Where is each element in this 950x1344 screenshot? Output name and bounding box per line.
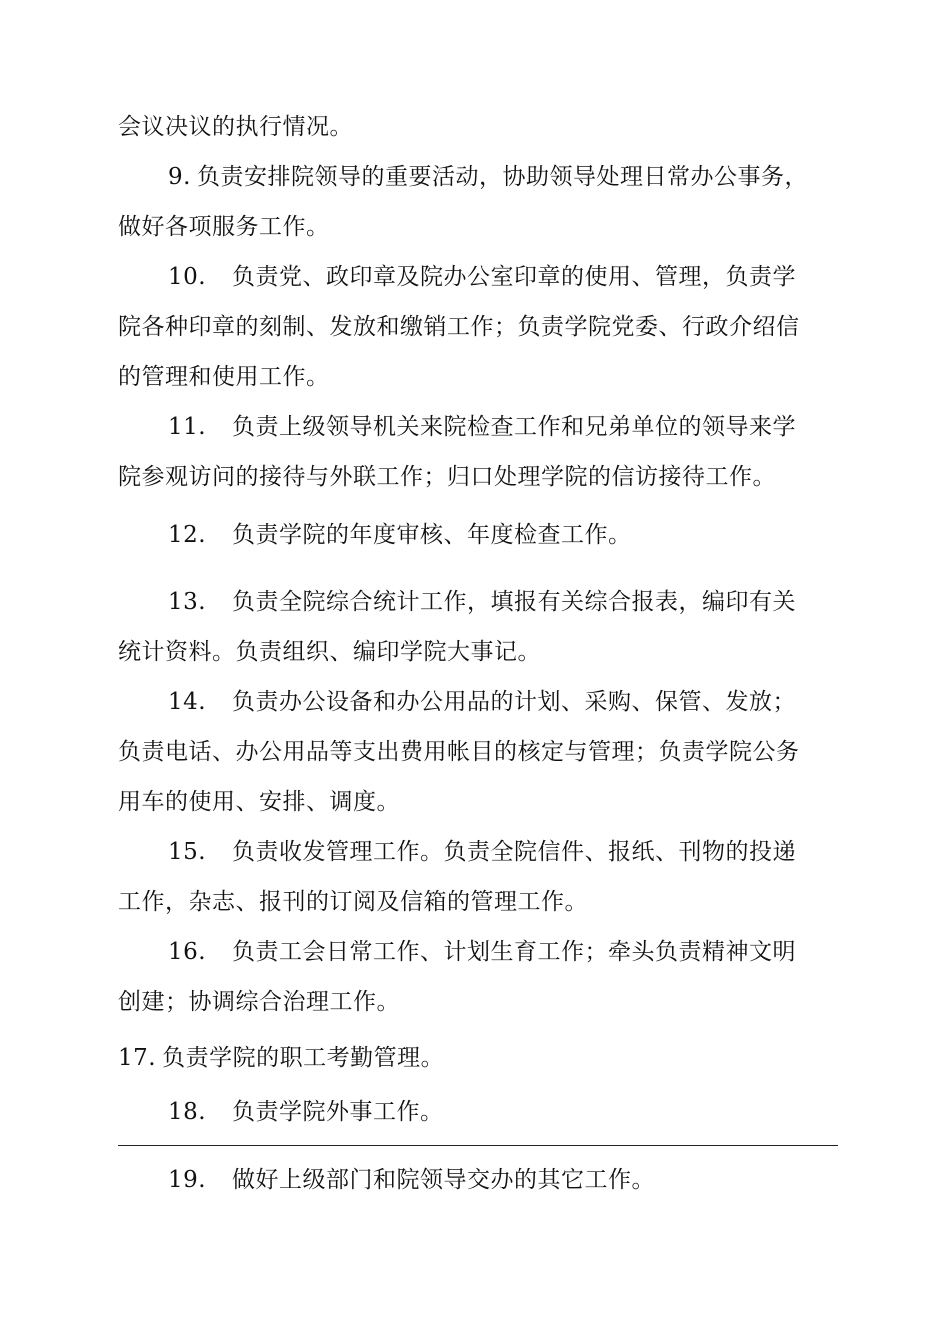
paragraph-line [118, 312, 838, 342]
line-text: 负责党、政印章及院办公室印章的使用、管理，负责学 [232, 264, 796, 290]
paragraph-line [168, 587, 838, 617]
item-number: 14. [168, 689, 207, 715]
line-text: 负责办公设备和办公用品的计划、采购、保管、发放； [232, 689, 796, 715]
line-text: 统计资料。负责组织、编印学院大事记。 [118, 639, 541, 665]
line-text: 院参观访问的接待与外联工作；归口处理学院的信访接待工作。 [118, 464, 776, 490]
paragraph-line [118, 637, 838, 667]
line-text: 负责学院的年度审核、年度检查工作。 [232, 522, 632, 548]
paragraph-line [118, 887, 838, 917]
paragraph-line [118, 1043, 838, 1073]
paragraph-line [168, 412, 838, 442]
line-text: 负责安排院领导的重要活动，协助领导处理日常办公事务， [196, 164, 808, 190]
line-text: 负责收发管理工作。负责全院信件、报纸、刊物的投递 [232, 839, 796, 865]
paragraph-line [118, 362, 838, 392]
item-number: 16. [168, 939, 207, 965]
item-number: 19. [168, 1167, 207, 1193]
item-number: 11. [168, 414, 207, 440]
paragraph-line [118, 462, 838, 492]
line-text: 用车的使用、安排、调度。 [118, 789, 400, 815]
line-text: 会议决议的执行情况。 [118, 114, 353, 140]
paragraph-line [168, 1165, 838, 1195]
paragraph-line [118, 987, 838, 1017]
line-text: 负责全院综合统计工作，填报有关综合报表，编印有关 [232, 589, 796, 615]
line-text: 做好各项服务工作。 [118, 214, 330, 240]
line-text: 院各种印章的刻制、发放和缴销工作；负责学院党委、行政介绍信 [118, 314, 800, 340]
item-number: 13. [168, 589, 207, 615]
item-number: 9. [168, 164, 191, 190]
paragraph-line [168, 687, 838, 717]
paragraph-line [118, 787, 838, 817]
horizontal-divider [118, 1145, 838, 1146]
item-number: 15. [168, 839, 207, 865]
paragraph-line [168, 937, 838, 967]
paragraph-line [168, 262, 838, 292]
item-number: 10. [168, 264, 207, 290]
line-text: 负责学院外事工作。 [232, 1099, 444, 1125]
line-text: 负责上级领导机关来院检查工作和兄弟单位的领导来学 [232, 414, 796, 440]
line-text: 负责学院的职工考勤管理。 [162, 1045, 445, 1071]
line-text: 工作，杂志、报刊的订阅及信箱的管理工作。 [118, 889, 588, 915]
paragraph-line [168, 837, 838, 867]
item-number: 17. [118, 1045, 157, 1071]
line-text: 的管理和使用工作。 [118, 364, 330, 390]
paragraph-line [118, 737, 838, 767]
line-text: 创建；协调综合治理工作。 [118, 989, 400, 1015]
line-text: 负责电话、办公用品等支出费用帐目的核定与管理；负责学院公务 [118, 739, 800, 765]
paragraph-line [118, 112, 838, 142]
item-number: 18. [168, 1099, 207, 1125]
line-text: 负责工会日常工作、计划生育工作；牵头负责精神文明 [232, 939, 796, 965]
paragraph-line [168, 520, 838, 550]
paragraph-line [168, 1097, 838, 1127]
line-text: 做好上级部门和院领导交办的其它工作。 [232, 1167, 655, 1193]
paragraph-line [168, 162, 838, 192]
item-number: 12. [168, 522, 207, 548]
paragraph-line [118, 212, 838, 242]
